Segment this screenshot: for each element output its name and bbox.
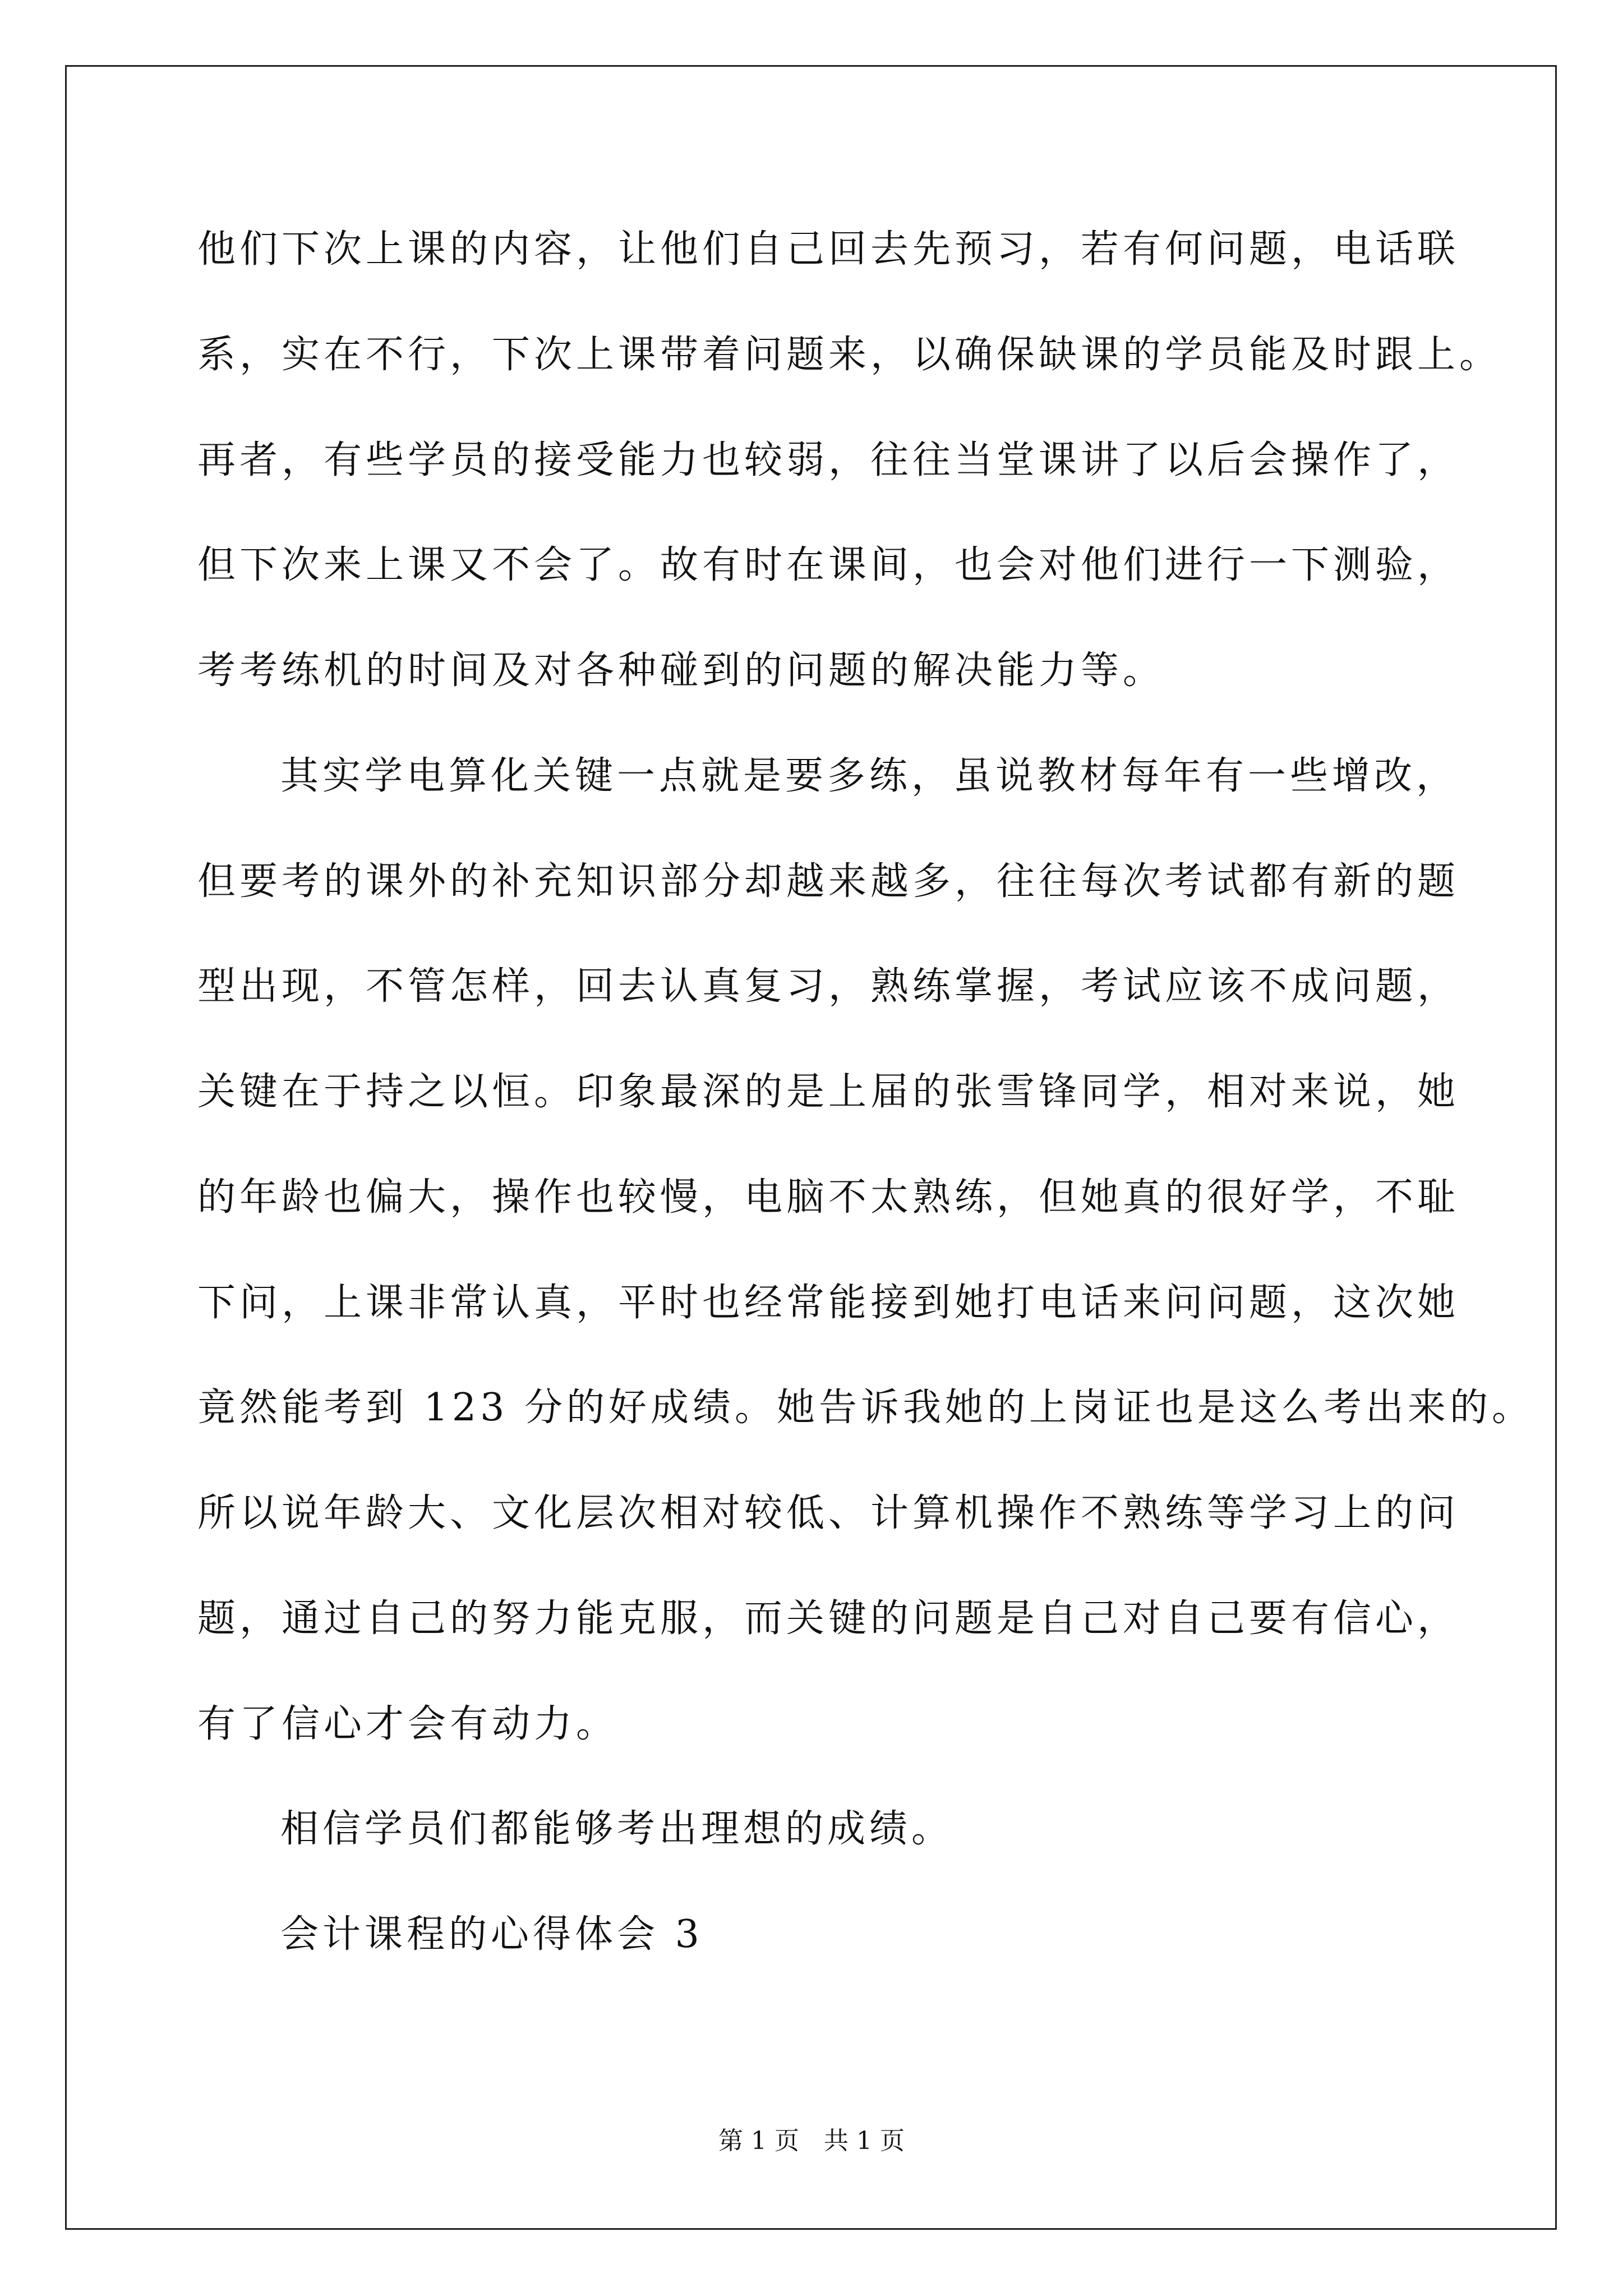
- body-line: 他们下次上课的内容，让他们自己回去先预习，若有何问题，电话联: [197, 227, 1460, 272]
- page-footer: 第 1 页 共 1 页: [718, 2127, 905, 2155]
- body-line: 关键在于持之以恒。印象最深的是上届的张雪锋同学，相对来说，她: [197, 1070, 1460, 1114]
- paragraph-start-line: 其实学电算化关键一点就是要多练，虽说教材每年有一些增改，: [280, 754, 1459, 798]
- body-line: 但要考的课外的补充知识部分却越来越多，往往每次考试都有新的题: [197, 859, 1460, 904]
- body-line: 竟然能考到 123 分的好成绩。她告诉我她的上岗证也是这么考出来的。: [197, 1386, 1534, 1430]
- body-line: 但下次来上课又不会了。故有时在课间，也会对他们进行一下测验，: [197, 543, 1460, 587]
- body-line: 有了信心才会有动力。: [197, 1702, 619, 1746]
- body-line: 考考练机的时间及对各种碰到的问题的解决能力等。: [197, 648, 1165, 693]
- body-line: 的年龄也偏大，操作也较慢，电脑不太熟练，但她真的很好学，不耻: [197, 1175, 1460, 1220]
- body-line: 再者，有些学员的接受能力也较弱，往往当堂课讲了以后会操作了，: [197, 438, 1460, 482]
- body-line: 所以说年龄大、文化层次相对较低、计算机操作不熟练等学习上的问: [197, 1491, 1460, 1535]
- body-line: 下问，上课非常认真，平时也经常能接到她打电话来问问题，这次她: [197, 1281, 1460, 1325]
- paragraph-start-line: 相信学员们都能够考出理想的成绩。: [280, 1807, 954, 1851]
- section-heading: 会计课程的心得体会 3: [280, 1912, 703, 1957]
- body-line: 系，实在不行，下次上课带着问题来，以确保缺课的学员能及时跟上。: [197, 333, 1502, 377]
- body-line: 题，通过自己的努力能克服，而关键的问题是自己对自己要有信心，: [197, 1596, 1460, 1641]
- body-line: 型出现，不管怎样，回去认真复习，熟练掌握，考试应该不成问题，: [197, 964, 1460, 1009]
